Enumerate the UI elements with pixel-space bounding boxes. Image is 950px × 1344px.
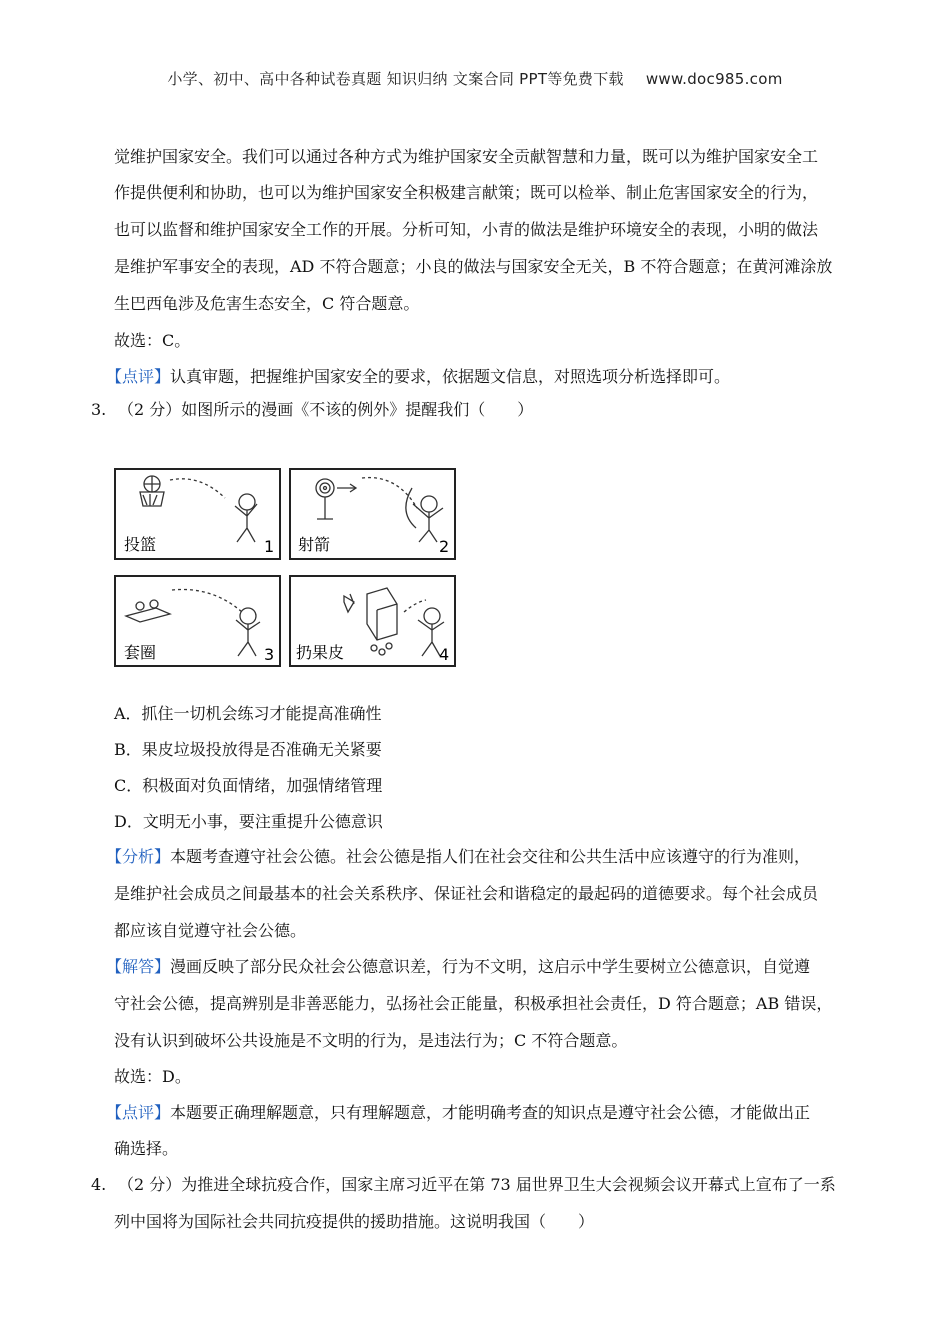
comment-text: 认真审题，把握维护国家安全的要求，依据题文信息，对照选项分析选择即可。 — [170, 367, 731, 386]
q2-line-5: 生巴西龟涉及危害生态安全，C 符合题意。 — [114, 294, 420, 313]
q3-option-a[interactable]: A．抓住一切机会练习才能提高准确性 — [114, 704, 382, 723]
q2-line-2: 作提供便利和协助，也可以为维护国家安全积极建言献策；既可以检举、制止危害国家安全的行为， — [114, 183, 819, 202]
solution-text: 漫画反映了部分民众社会公德意识差，行为不文明，这启示中学生要树立公德意识，自觉遵 — [170, 957, 811, 976]
page-header — [0, 68, 950, 89]
panel-3-label: 套圈 — [124, 643, 157, 662]
q4-line-1: （2 分）为推进全球抗疫合作，国家主席习近平在第 73 届世界卫生大会视频会议开幕式上宣布了一系 — [118, 1175, 836, 1194]
q3-number: 3. — [91, 400, 107, 419]
q2-line-4: 是维护军事安全的表现，AD 不符合题意；小良的做法与国家安全无关，B 不符合题意；在黄河滩涂放 — [114, 257, 833, 276]
q3-comment-line-1 — [106, 1102, 810, 1124]
comment-tag-q3: 【点评】 — [106, 1103, 171, 1122]
q4-line-2: 列中国将为国际社会共同抗疫提供的援助措施。这说明我国（ ） — [114, 1212, 595, 1231]
solution-tag: 【解答】 — [106, 957, 171, 976]
panel-2-label: 射箭 — [298, 535, 331, 554]
panel-4-number: 4 — [439, 645, 450, 664]
q3-solution-line-3: 没有认识到破坏公共设施是不文明的行为，是违法行为；C 不符合题意。 — [114, 1031, 628, 1050]
panel-1-label: 投篮 — [124, 535, 157, 554]
panel-1-drawing — [140, 476, 257, 542]
header-url[interactable]: www.doc985.com — [645, 70, 783, 88]
q3-option-b[interactable]: B．果皮垃圾投放得是否准确无关紧要 — [114, 740, 382, 759]
analysis-tag: 【分析】 — [106, 847, 171, 866]
q2-line-3: 也可以监督和维护国家安全工作的开展。分析可知，小青的做法是维护环境安全的表现，小明的做法 — [114, 220, 819, 239]
q3-analysis-line-3: 都应该自觉遵守社会公德。 — [114, 921, 307, 940]
q4-number: 4. — [91, 1175, 107, 1194]
panel-2-drawing — [316, 478, 443, 542]
analysis-text: 本题考查遵守社会公德。社会公德是指人们在社会交往和公共生活中应该遵守的行为准则， — [170, 847, 811, 866]
q3-analysis-line-1 — [106, 846, 810, 868]
q3-comment-line-2: 确选择。 — [114, 1139, 179, 1158]
panel-2-number: 2 — [439, 537, 450, 556]
comment-tag: 【点评】 — [106, 367, 171, 386]
panel-4-drawing — [344, 588, 444, 656]
q2-line-1: 觉维护国家安全。我们可以通过各种方式为维护国家安全贡献智慧和力量，既可以为维护国家安全工 — [114, 147, 819, 166]
comment-text-q3: 本题要正确理解题意，只有理解题意，才能明确考查的知识点是遵守社会公德，才能做出正 — [170, 1103, 811, 1122]
q3-analysis-line-2: 是维护社会成员之间最基本的社会关系秩序、保证社会和谐稳定的最起码的道德要求。每个社会成员 — [114, 884, 819, 903]
q3-option-c[interactable]: C．积极面对负面情绪，加强情绪管理 — [114, 776, 383, 795]
q3-answer: 故选：D。 — [114, 1067, 191, 1086]
panel-4-label: 扔果皮 — [296, 643, 345, 662]
panel-1-number: 1 — [264, 537, 275, 556]
panel-3-number: 3 — [264, 645, 275, 664]
q3-stem: （2 分）如图所示的漫画《不该的例外》提醒我们（ ） — [118, 400, 534, 419]
comic-figure — [112, 466, 460, 672]
q3-option-d[interactable]: D．文明无小事，要注重提升公德意识 — [114, 812, 383, 831]
q3-solution-line-2: 守社会公德，提高辨别是非善恶能力，弘扬社会正能量，积极承担社会责任，D 符合题意；AB 错误， — [114, 994, 833, 1013]
q3-solution-line-1 — [106, 956, 810, 978]
header-text: 小学、初中、高中各种试卷真题 知识归纳 文案合同 PPT等免费下载 — [167, 70, 624, 88]
q2-answer: 故选：C。 — [114, 331, 191, 350]
q2-comment — [106, 366, 730, 388]
